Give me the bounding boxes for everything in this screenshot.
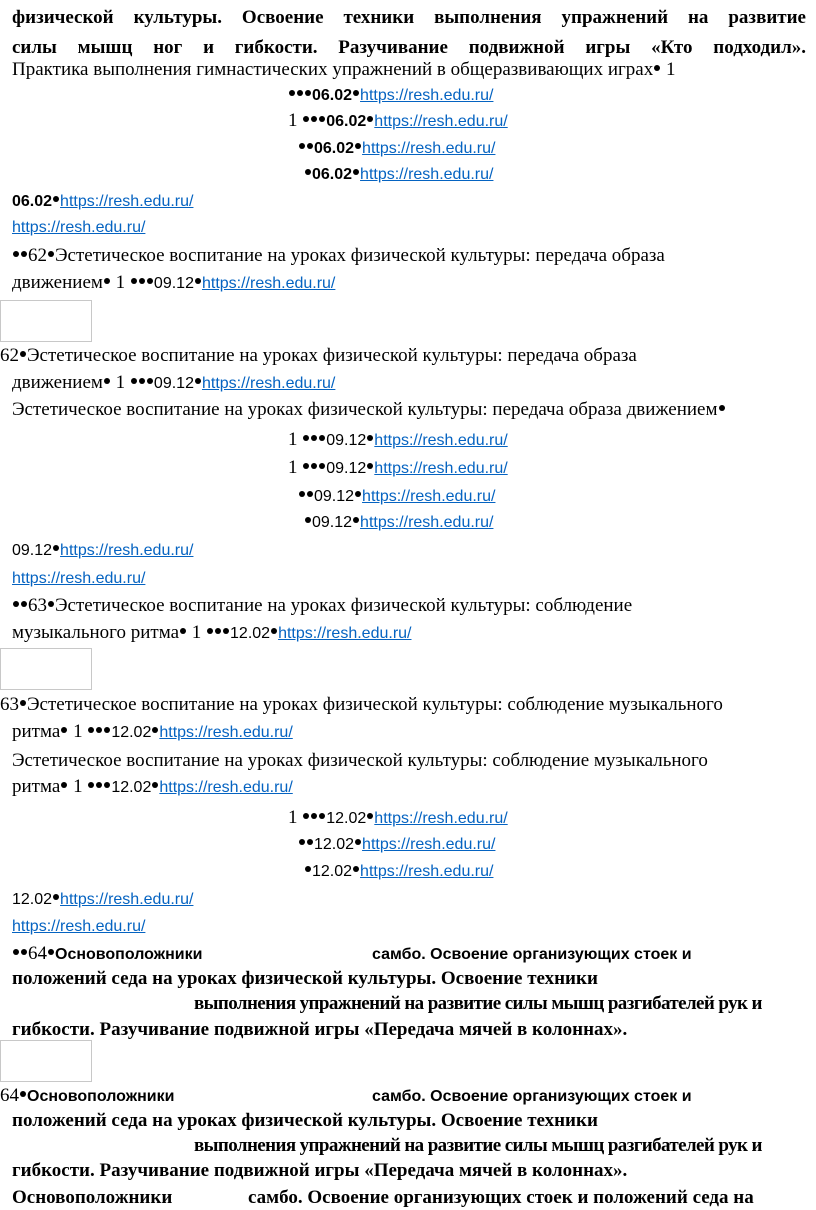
bullet-icon <box>195 378 201 384</box>
bullet-icon <box>319 435 325 441</box>
bullet-icon <box>311 463 317 469</box>
bullet-icon <box>303 116 309 122</box>
bullet-icon <box>299 839 305 845</box>
bullet-icon <box>88 782 94 788</box>
resource-link[interactable]: https://resh.edu.ru/ <box>12 918 146 935</box>
lesson-date: 12.02 <box>230 625 271 642</box>
bullet-icon <box>180 628 186 634</box>
lesson-date: 12.02 <box>326 810 367 827</box>
hours-count: 1 <box>665 59 676 80</box>
resource-link[interactable]: https://resh.edu.ru/ <box>360 87 494 104</box>
link-row <box>12 914 145 939</box>
lesson-date: 12.02 <box>314 836 355 853</box>
bullet-icon <box>147 278 153 284</box>
resource-link[interactable]: https://resh.edu.ru/ <box>159 724 293 741</box>
lesson-date: 06.02 <box>312 87 353 104</box>
bullet-icon <box>307 143 313 149</box>
lesson-title-part <box>372 942 692 967</box>
resource-link[interactable]: https://resh.edu.ru/ <box>12 219 146 236</box>
lesson-row-62-cont <box>12 271 335 296</box>
bullet-icon <box>20 351 26 357</box>
lesson-date: 09.12 <box>153 275 194 292</box>
bullet-icon <box>311 435 317 441</box>
date-link-row <box>288 109 508 134</box>
bullet-icon <box>311 813 317 819</box>
bullet-icon <box>319 463 325 469</box>
lesson-title-line <box>12 749 708 773</box>
bullet-icon <box>131 278 137 284</box>
bullet-icon <box>307 839 313 845</box>
bullet-icon <box>319 116 325 122</box>
bullet-icon <box>303 813 309 819</box>
bullet-icon <box>21 601 27 607</box>
lesson-date: 09.12 <box>326 460 367 477</box>
date-link-row <box>298 136 495 161</box>
resource-link[interactable]: https://resh.edu.ru/ <box>360 514 494 531</box>
bullet-icon <box>195 278 201 284</box>
bullet-icon <box>131 378 137 384</box>
resource-link[interactable]: https://resh.edu.ru/ <box>362 488 496 505</box>
lesson-date: 12.02 <box>111 779 152 796</box>
lesson-title-text: самбо. Освоение организующих стоек и <box>372 946 692 963</box>
bullet-icon <box>13 251 19 257</box>
bullet-icon <box>319 813 325 819</box>
bullet-icon <box>104 782 110 788</box>
lesson-row-63-repeat <box>0 693 723 717</box>
date-link-row <box>288 806 508 831</box>
date-link-row <box>288 83 493 108</box>
lesson-title-line-4: гибкости. Разучивание подвижной игры «Передача мячей в колоннах». <box>12 1019 628 1040</box>
lesson-date: 06.02 <box>12 193 53 210</box>
bullet-icon <box>21 949 27 955</box>
hours-count: 1 <box>115 372 126 393</box>
bullet-icon <box>223 628 229 634</box>
bullet-icon <box>305 866 311 872</box>
lesson-title-final-text: самбо. Освоение организующих стоек и положений седа на <box>248 1187 754 1208</box>
date-link-row <box>304 162 493 187</box>
lesson-title-end: движением <box>12 372 103 393</box>
lesson-date: 06.02 <box>312 166 353 183</box>
lesson-number: 64 <box>28 943 47 964</box>
bullet-icon <box>355 839 361 845</box>
bullet-icon <box>367 116 373 122</box>
lesson-date: 09.12 <box>153 375 194 392</box>
hours-count: 1 <box>288 110 298 131</box>
lesson-date: 09.12 <box>326 432 367 449</box>
resource-link[interactable]: https://resh.edu.ru/ <box>201 375 336 392</box>
lesson-title-one-line <box>12 398 726 422</box>
hours-count: 1 <box>288 807 298 828</box>
lesson-date: 09.12 <box>12 542 53 559</box>
bullet-icon <box>20 700 26 706</box>
resource-link[interactable]: https://resh.edu.ru/ <box>374 113 508 130</box>
lesson-title: Эстетическое воспитание на уроках физической культуры: передача образа <box>55 245 665 266</box>
resource-link[interactable]: https://resh.edu.ru/ <box>362 140 496 157</box>
bullet-icon <box>289 90 295 96</box>
bullet-icon <box>152 782 158 788</box>
lesson-row-63-repeat-cont <box>12 720 293 745</box>
lesson-number: 62 <box>0 345 19 366</box>
bullet-icon <box>311 116 317 122</box>
lesson-title-line-1: физической культуры. Освоение техники выполнения упражнений на развитие <box>12 7 806 28</box>
bullet-icon <box>21 251 27 257</box>
lesson-row-64-repeat <box>0 1084 174 1109</box>
lesson-title: Эстетическое воспитание на уроках физической культуры: передача образа <box>27 345 637 366</box>
resource-link[interactable]: https://resh.edu.ru/ <box>159 779 293 796</box>
lesson-date: 06.02 <box>314 140 355 157</box>
resource-link[interactable]: https://resh.edu.ru/ <box>60 193 194 210</box>
bullet-icon <box>147 378 153 384</box>
bullet-icon <box>353 517 359 523</box>
date-link-row <box>288 456 508 481</box>
lesson-title-line-3: выполнения упражнений на развитие силы мышц разгибателей рук и <box>194 993 762 1014</box>
lesson-title-end: музыкального ритма <box>12 622 180 643</box>
lesson-title-line-3: выполнения упражнений на развитие силы мышц разгибателей рук и <box>194 1135 762 1156</box>
bullet-icon <box>719 405 725 411</box>
bullet-icon <box>20 1091 26 1097</box>
hours-count: 1 <box>288 457 298 478</box>
hours-count: 1 <box>73 776 83 797</box>
bullet-icon <box>299 143 305 149</box>
lesson-date: 09.12 <box>312 514 353 531</box>
lesson-title: Эстетическое воспитание на уроках физической культуры: соблюдение музыкального <box>12 750 708 771</box>
lesson-row-63-cont <box>12 621 411 646</box>
resource-link[interactable]: https://resh.edu.ru/ <box>278 625 412 642</box>
bullet-icon <box>53 196 59 202</box>
lesson-row-62-repeat-cont <box>12 371 335 396</box>
bullet-icon <box>215 628 221 634</box>
bullet-icon <box>139 378 145 384</box>
bullet-icon <box>654 65 660 71</box>
empty-table-cell <box>0 1040 92 1082</box>
bullet-icon <box>303 463 309 469</box>
lesson-row-63 <box>12 594 632 618</box>
empty-table-cell <box>0 648 92 690</box>
empty-table-cell <box>0 300 92 342</box>
resource-link[interactable]: https://resh.edu.ru/ <box>360 166 494 183</box>
lesson-title-line-2: положений седа на уроках физической культуры. Освоение техники <box>12 968 598 989</box>
bullet-icon <box>48 251 54 257</box>
bullet-icon <box>355 491 361 497</box>
lesson-row-62-repeat <box>0 344 637 368</box>
resource-link[interactable]: https://resh.edu.ru/ <box>374 460 508 477</box>
resource-link[interactable]: https://resh.edu.ru/ <box>362 836 496 853</box>
lesson-title: Эстетическое воспитание на уроках физической культуры: соблюдение музыкального <box>27 694 723 715</box>
link-row <box>12 566 145 591</box>
hours-count: 1 <box>191 622 202 643</box>
lesson-title-end: ритма <box>12 776 61 797</box>
date-link-row <box>304 510 493 535</box>
bullet-icon <box>53 545 59 551</box>
resource-link[interactable]: https://resh.edu.ru/ <box>374 432 508 449</box>
date-link-row <box>288 428 508 453</box>
lesson-title-line-3 <box>12 58 675 82</box>
hours-count: 1 <box>73 721 83 742</box>
bullet-icon <box>367 435 373 441</box>
bullet-icon <box>104 727 110 733</box>
bullet-icon <box>303 435 309 441</box>
bullet-icon <box>297 90 303 96</box>
lesson-number: 64 <box>0 1085 19 1106</box>
bullet-icon <box>61 782 67 788</box>
lesson-date: 09.12 <box>314 488 355 505</box>
hours-count: 1 <box>115 272 126 293</box>
bullet-icon <box>207 628 213 634</box>
lesson-date: 12.02 <box>12 891 53 908</box>
bullet-icon <box>96 782 102 788</box>
link-row <box>12 215 145 240</box>
bullet-icon <box>305 517 311 523</box>
lesson-title-line-cont <box>12 775 293 800</box>
lesson-number: 63 <box>28 595 47 616</box>
bullet-icon <box>152 727 158 733</box>
resource-link[interactable]: https://resh.edu.ru/ <box>12 570 146 587</box>
bullet-icon <box>88 727 94 733</box>
resource-link[interactable]: https://resh.edu.ru/ <box>360 863 494 880</box>
date-link-row <box>298 832 495 857</box>
lesson-date: 06.02 <box>326 113 367 130</box>
lesson-row-62 <box>12 244 665 268</box>
bullet-icon <box>139 278 145 284</box>
bullet-icon <box>305 169 311 175</box>
bullet-icon <box>13 601 19 607</box>
lesson-title-part <box>372 1084 692 1109</box>
hours-count: 1 <box>288 429 298 450</box>
lesson-number: 63 <box>0 694 19 715</box>
date-link-row <box>298 484 495 509</box>
lesson-title-line-4: гибкости. Разучивание подвижной игры «Передача мячей в колоннах». <box>12 1160 628 1181</box>
bullet-icon <box>305 90 311 96</box>
lesson-title-end: ритма <box>12 721 61 742</box>
bullet-icon <box>271 628 277 634</box>
bullet-icon <box>367 463 373 469</box>
bullet-icon <box>104 378 110 384</box>
lesson-title-final-word: Основоположники <box>12 1187 173 1208</box>
bullet-icon <box>353 169 359 175</box>
date-link-row <box>12 887 193 912</box>
resource-link[interactable]: https://resh.edu.ru/ <box>60 891 194 908</box>
bullet-icon <box>48 601 54 607</box>
resource-link[interactable]: https://resh.edu.ru/ <box>60 542 194 559</box>
lesson-title: Эстетическое воспитание на уроках физической культуры: передача образа движением <box>12 399 718 420</box>
lesson-row-64 <box>12 942 202 967</box>
date-link-row <box>12 538 193 563</box>
lesson-title-line-2: силы мышц ног и гибкости. Разучивание подвижной игры «Кто подходил». <box>12 37 806 58</box>
lesson-date: 12.02 <box>111 724 152 741</box>
lesson-title-text: самбо. Освоение организующих стоек и <box>372 1088 692 1105</box>
bullet-icon <box>48 949 54 955</box>
bullet-icon <box>353 866 359 872</box>
lesson-title-text: Практика выполнения гимнастических упражнений в общеразвивающих играх <box>12 59 654 80</box>
lesson-title-word: Основоположники <box>27 1088 175 1105</box>
lesson-title: Эстетическое воспитание на уроках физической культуры: соблюдение <box>55 595 633 616</box>
bullet-icon <box>299 491 305 497</box>
lesson-title-word: Основоположники <box>55 946 203 963</box>
lesson-title-line-2: положений седа на уроках физической культуры. Освоение техники <box>12 1110 598 1131</box>
bullet-icon <box>61 727 67 733</box>
bullet-icon <box>367 813 373 819</box>
resource-link[interactable]: https://resh.edu.ru/ <box>374 810 508 827</box>
resource-link[interactable]: https://resh.edu.ru/ <box>201 275 336 292</box>
lesson-title-end: движением <box>12 272 103 293</box>
date-link-row <box>12 189 193 214</box>
bullet-icon <box>307 491 313 497</box>
bullet-icon <box>53 894 59 900</box>
date-link-row <box>304 859 493 884</box>
bullet-icon <box>96 727 102 733</box>
bullet-icon <box>353 90 359 96</box>
lesson-number: 62 <box>28 245 47 266</box>
bullet-icon <box>355 143 361 149</box>
bullet-icon <box>13 949 19 955</box>
lesson-date: 12.02 <box>312 863 353 880</box>
bullet-icon <box>104 278 110 284</box>
